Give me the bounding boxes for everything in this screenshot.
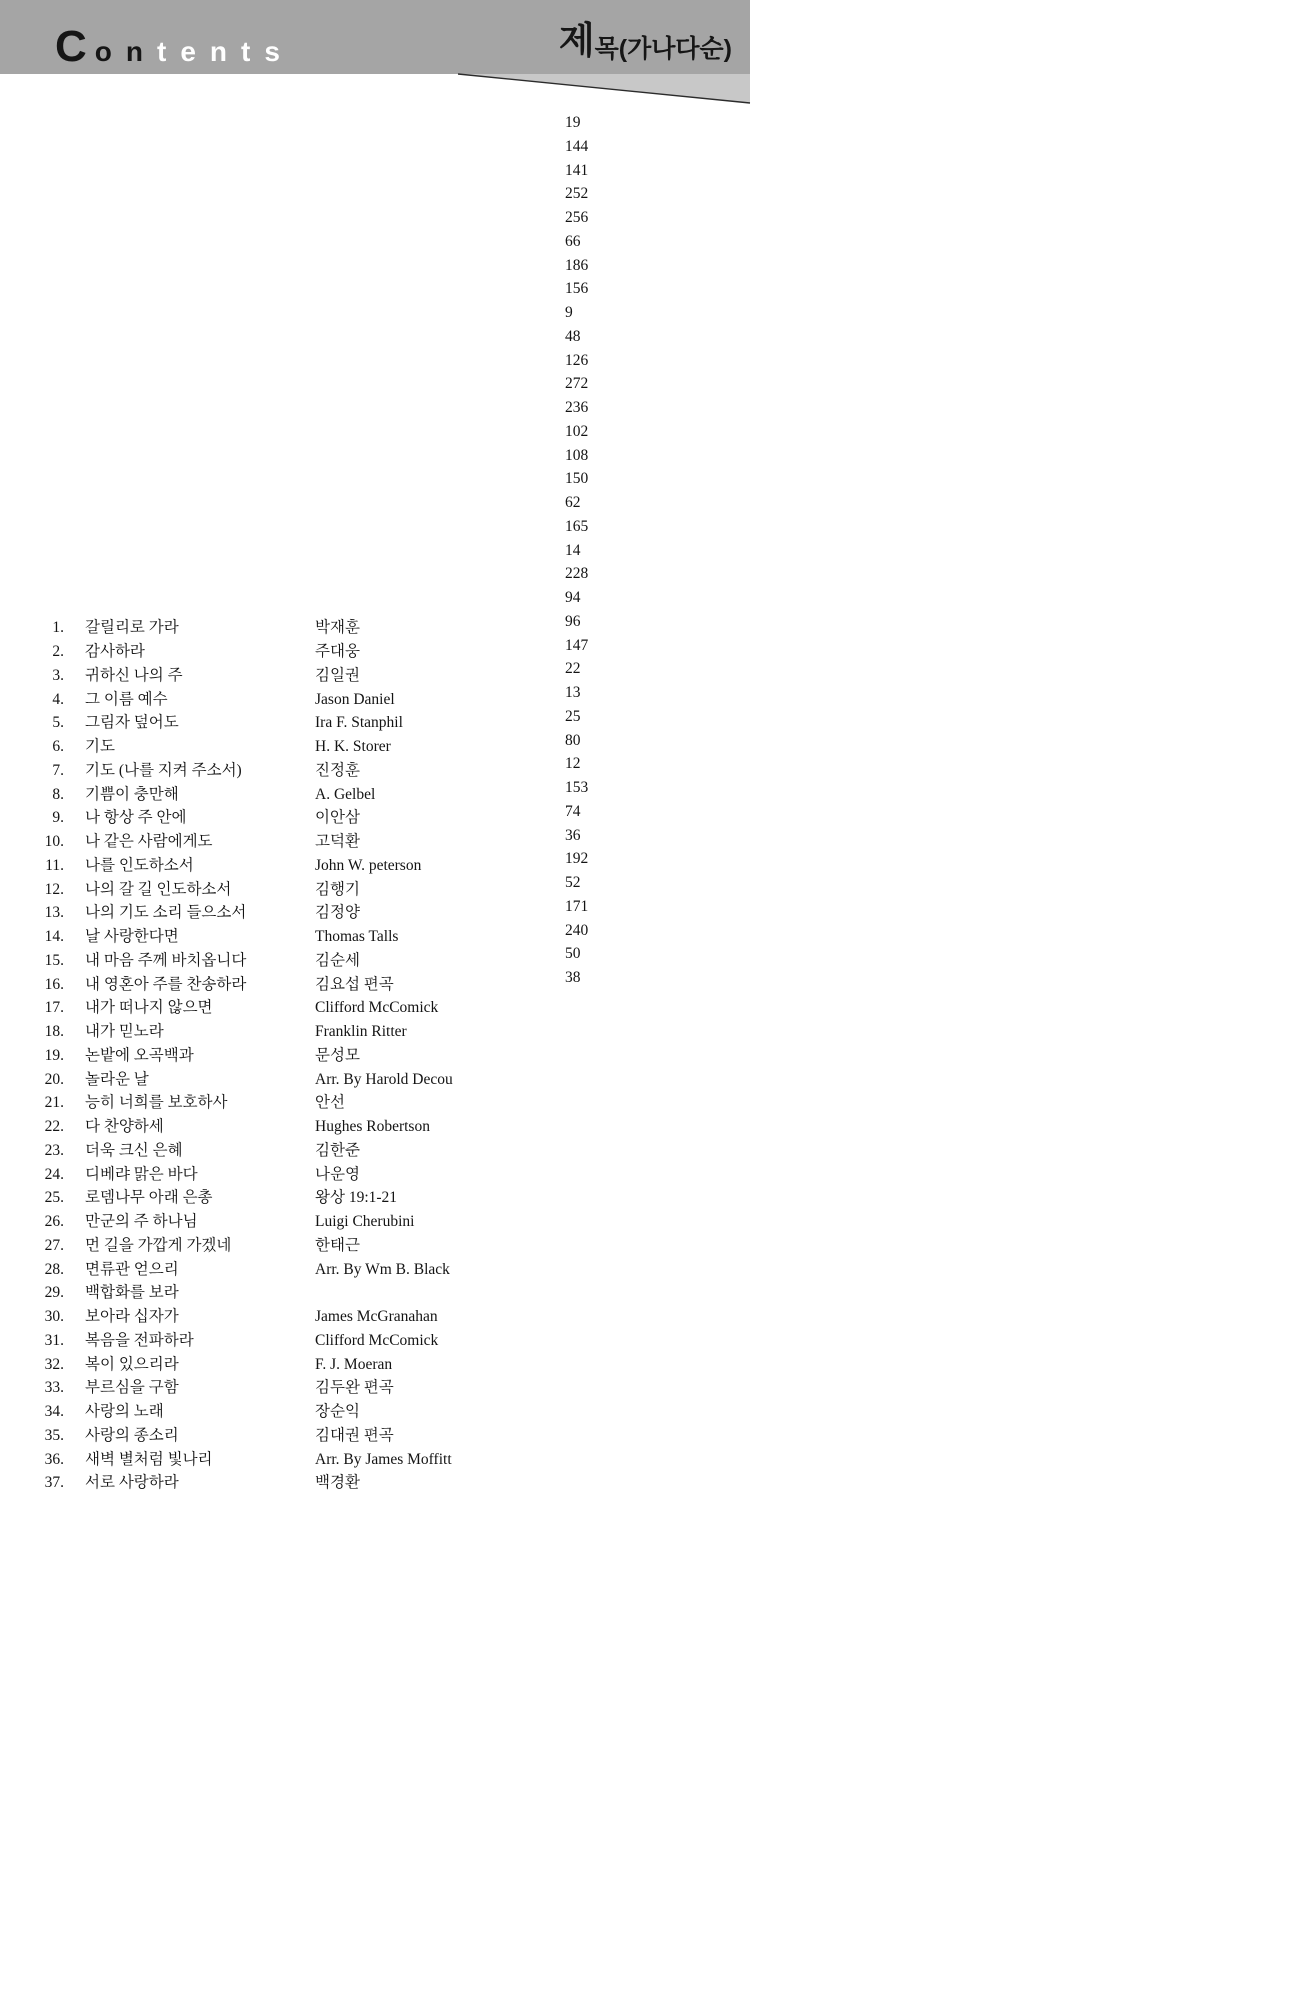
- entry-author: Hughes Robertson: [315, 1118, 430, 1135]
- entry-page: 102: [565, 424, 1315, 1450]
- entry-page: 22: [565, 661, 1315, 1687]
- toc-list: [30, 114, 730, 1492]
- entry-number: 22.: [44, 1118, 64, 1135]
- entry-page: 150: [565, 471, 1315, 1497]
- entry-author: Jason Daniel: [315, 690, 395, 708]
- entry-number: 8.: [52, 785, 64, 803]
- entry-title: 감사하라: [85, 643, 145, 660]
- entry-author: 안선: [315, 1094, 345, 1112]
- toc-page: [0, 0, 750, 1492]
- entry-page: 171: [565, 899, 1315, 1925]
- entry-number: 15.: [44, 951, 64, 969]
- entry-number: 7.: [52, 761, 64, 779]
- entry-page: 74: [565, 804, 1315, 1830]
- entry-page: 126: [565, 353, 1315, 1379]
- entry-title: 복이 있으리라: [85, 1355, 179, 1373]
- entry-author: Arr. By James Moffitt: [315, 1450, 452, 1468]
- entry-page: 236: [565, 400, 1315, 1426]
- entry-number: 37.: [44, 1474, 64, 1492]
- entry-number: 28.: [44, 1260, 64, 1278]
- entry-page: 186: [565, 258, 1315, 1284]
- entry-number: 10.: [44, 833, 64, 850]
- entry-page: 38: [565, 970, 1315, 1996]
- entry-title: 내가 떠나지 않으면: [85, 999, 213, 1017]
- entry-number: 16.: [44, 975, 64, 993]
- entry-page: 19: [565, 115, 1315, 1141]
- entry-title: 내 영혼아 주를 찬송하라: [85, 975, 247, 993]
- entry-title: 보아라 십자가: [85, 1308, 179, 1325]
- entry-number: 35.: [44, 1426, 64, 1444]
- entry-author: 한태근: [315, 1236, 360, 1254]
- entry-title: 내가 믿노라: [85, 1023, 164, 1040]
- entry-title: 먼 길을 가깝게 가겠네: [85, 1236, 232, 1254]
- entry-title: 백합화를 보라: [85, 1284, 179, 1302]
- entry-page: 153: [565, 780, 1315, 1806]
- entry-number: 31.: [44, 1331, 64, 1349]
- entry-author: 이안삼: [315, 809, 360, 827]
- entry-author: 김한준: [315, 1141, 360, 1159]
- entry-title: 로뎀나무 아래 은총: [85, 1189, 213, 1207]
- entry-number: 27.: [44, 1236, 64, 1254]
- contents-initial: C: [55, 22, 95, 71]
- entry-title: 내 마음 주께 바치옵니다: [85, 951, 247, 969]
- entry-page: 25: [565, 709, 1315, 1735]
- entry-number: 30.: [44, 1308, 64, 1325]
- entry-number: 4.: [52, 690, 64, 708]
- entry-author: 나운영: [315, 1165, 360, 1183]
- entry-author: Arr. By Harold Decou: [315, 1070, 453, 1088]
- entry-author: F. J. Moeran: [315, 1355, 393, 1373]
- entry-author: Thomas Talls: [315, 928, 399, 945]
- entry-title: 날 사랑한다면: [85, 928, 179, 945]
- entry-number: 33.: [44, 1379, 64, 1397]
- entry-title: 논밭에 오곡백과: [85, 1046, 194, 1064]
- entry-number: 18.: [44, 1023, 64, 1040]
- entry-author: 주대웅: [315, 643, 360, 660]
- entry-number: 6.: [52, 738, 64, 755]
- entry-title: 디베랴 맑은 바다: [85, 1165, 198, 1183]
- entry-title: 귀하신 나의 주: [85, 666, 183, 684]
- entry-author: James McGranahan: [315, 1308, 438, 1325]
- entry-title: 나의 갈 길 인도하소서: [85, 880, 232, 898]
- entry-number: 32.: [44, 1355, 64, 1373]
- entry-number: 20.: [44, 1070, 64, 1088]
- entry-page: 36: [565, 828, 1315, 1854]
- entry-author: 장순익: [315, 1403, 360, 1420]
- entry-title: 놀라운 날: [85, 1070, 149, 1088]
- entry-title: 능히 너희를 보호하사: [85, 1094, 228, 1112]
- entry-page: 80: [565, 733, 1315, 1759]
- entry-author: 김정양: [315, 904, 360, 922]
- entry-author: A. Gelbel: [315, 785, 376, 803]
- entry-author: 김두완 편곡: [315, 1379, 394, 1397]
- entry-number: 11.: [45, 856, 64, 874]
- entry-author: 박재훈: [315, 619, 360, 637]
- entry-page: 50: [565, 946, 1315, 1972]
- entry-page: 141: [565, 163, 1315, 1189]
- entry-page: 192: [565, 851, 1315, 1877]
- entry-number: 13.: [44, 904, 64, 922]
- entry-number: 3.: [52, 666, 64, 684]
- entry-number: 29.: [44, 1284, 64, 1302]
- entry-author: 문성모: [315, 1046, 360, 1064]
- entry-author: Ira F. Stanphil: [315, 714, 403, 732]
- entry-title: 갈릴리로 가라: [85, 619, 179, 637]
- entry-title: 서로 사랑하라: [85, 1474, 179, 1492]
- header-banner: [0, 0, 750, 74]
- entry-page: 228: [565, 566, 1315, 1592]
- entry-author: Luigi Cherubini: [315, 1213, 415, 1230]
- entry-title: 나 같은 사람에게도: [85, 833, 213, 850]
- entry-page: 108: [565, 448, 1315, 1474]
- entry-page: 96: [565, 614, 1315, 1640]
- entry-title: 복음을 전파하라: [85, 1331, 194, 1349]
- entry-page: 66: [565, 234, 1315, 1260]
- entry-author: 백경환: [315, 1474, 360, 1492]
- entry-title: 기도 (나를 지켜 주소서): [85, 761, 242, 779]
- entry-page: 48: [565, 329, 1315, 1355]
- entry-title: 다 찬양하세: [85, 1118, 164, 1135]
- entry-author: 김대권 편곡: [315, 1426, 394, 1444]
- entry-author: Franklin Ritter: [315, 1023, 407, 1040]
- entry-title: 사랑의 종소리: [85, 1426, 179, 1444]
- entry-number: 26.: [44, 1213, 64, 1230]
- entry-author: Clifford McComick: [315, 999, 439, 1017]
- entry-page: 13: [565, 685, 1315, 1711]
- entry-page: 252: [565, 186, 1315, 1212]
- entry-title: 그 이름 예수: [85, 690, 168, 708]
- entry-title: 나 항상 주 안에: [85, 809, 187, 827]
- entry-number: 12.: [44, 880, 64, 898]
- entry-title: 부르심을 구함: [85, 1379, 179, 1397]
- entry-page: 52: [565, 875, 1315, 1901]
- entry-page: 147: [565, 638, 1315, 1664]
- entry-title: 나의 기도 소리 들으소서: [85, 904, 247, 922]
- contents-dark-letters: on: [94, 36, 157, 67]
- section-title: [559, 22, 732, 62]
- entry-page: 156: [565, 281, 1315, 1307]
- entry-number: 24.: [44, 1165, 64, 1183]
- entry-page: 165: [565, 519, 1315, 1545]
- entry-number: 34.: [44, 1403, 64, 1420]
- contents-light-letters: tents: [157, 36, 294, 67]
- entry-author: 김순세: [315, 951, 360, 969]
- entry-number: 23.: [44, 1141, 64, 1159]
- entry-number: 2.: [52, 643, 64, 660]
- entry-author: Clifford McComick: [315, 1331, 439, 1349]
- entry-number: 21.: [44, 1094, 64, 1112]
- entry-title: 나를 인도하소서: [85, 856, 194, 874]
- entry-number: 5.: [52, 714, 64, 732]
- entry-title: 만군의 주 하나님: [85, 1213, 198, 1230]
- entry-number: 14.: [44, 928, 64, 945]
- page-title: [55, 22, 294, 71]
- entry-title: 그림자 덮어도: [85, 714, 179, 732]
- entry-page: 272: [565, 376, 1315, 1402]
- entry-title: 새벽 별처럼 빛나리: [85, 1450, 213, 1468]
- entry-author: 왕상 19:1-21: [315, 1189, 398, 1207]
- section-title-rest: 목(가나다순): [594, 35, 732, 63]
- entry-number: 9.: [52, 809, 64, 827]
- entry-title: 면류관 얻으리: [85, 1260, 179, 1278]
- entry-page: 62: [565, 495, 1315, 1521]
- entry-author: 고덕환: [315, 833, 360, 850]
- entry-page: 9: [565, 305, 1315, 1331]
- entry-page: 14: [565, 543, 1315, 1569]
- entry-author: 김요섭 편곡: [315, 975, 394, 993]
- entry-page: 144: [565, 139, 1315, 1165]
- section-title-big-char: 제: [558, 20, 595, 61]
- entry-title: 사랑의 노래: [85, 1403, 164, 1420]
- entry-number: 25.: [44, 1189, 64, 1207]
- entry-number: 19.: [44, 1046, 64, 1064]
- entry-author: 진정훈: [315, 761, 360, 779]
- entry-page: 256: [565, 210, 1315, 1236]
- entry-title: 기도: [85, 738, 115, 755]
- entry-number: 1.: [52, 619, 64, 637]
- entry-author: Arr. By Wm B. Black: [315, 1260, 450, 1278]
- entry-author: 김행기: [315, 880, 360, 898]
- entry-page: 240: [565, 923, 1315, 1949]
- entry-author: John W. peterson: [315, 856, 422, 874]
- entry-author: 김일권: [315, 666, 360, 684]
- entry-number: 36.: [44, 1450, 64, 1468]
- entry-title: 더욱 크신 은혜: [85, 1141, 183, 1159]
- entry-number: 17.: [44, 999, 64, 1017]
- entry-page: 94: [565, 590, 1315, 1616]
- entry-title: 기쁨이 충만해: [85, 785, 179, 803]
- entry-author: H. K. Storer: [315, 738, 391, 755]
- entry-page: 12: [565, 756, 1315, 1782]
